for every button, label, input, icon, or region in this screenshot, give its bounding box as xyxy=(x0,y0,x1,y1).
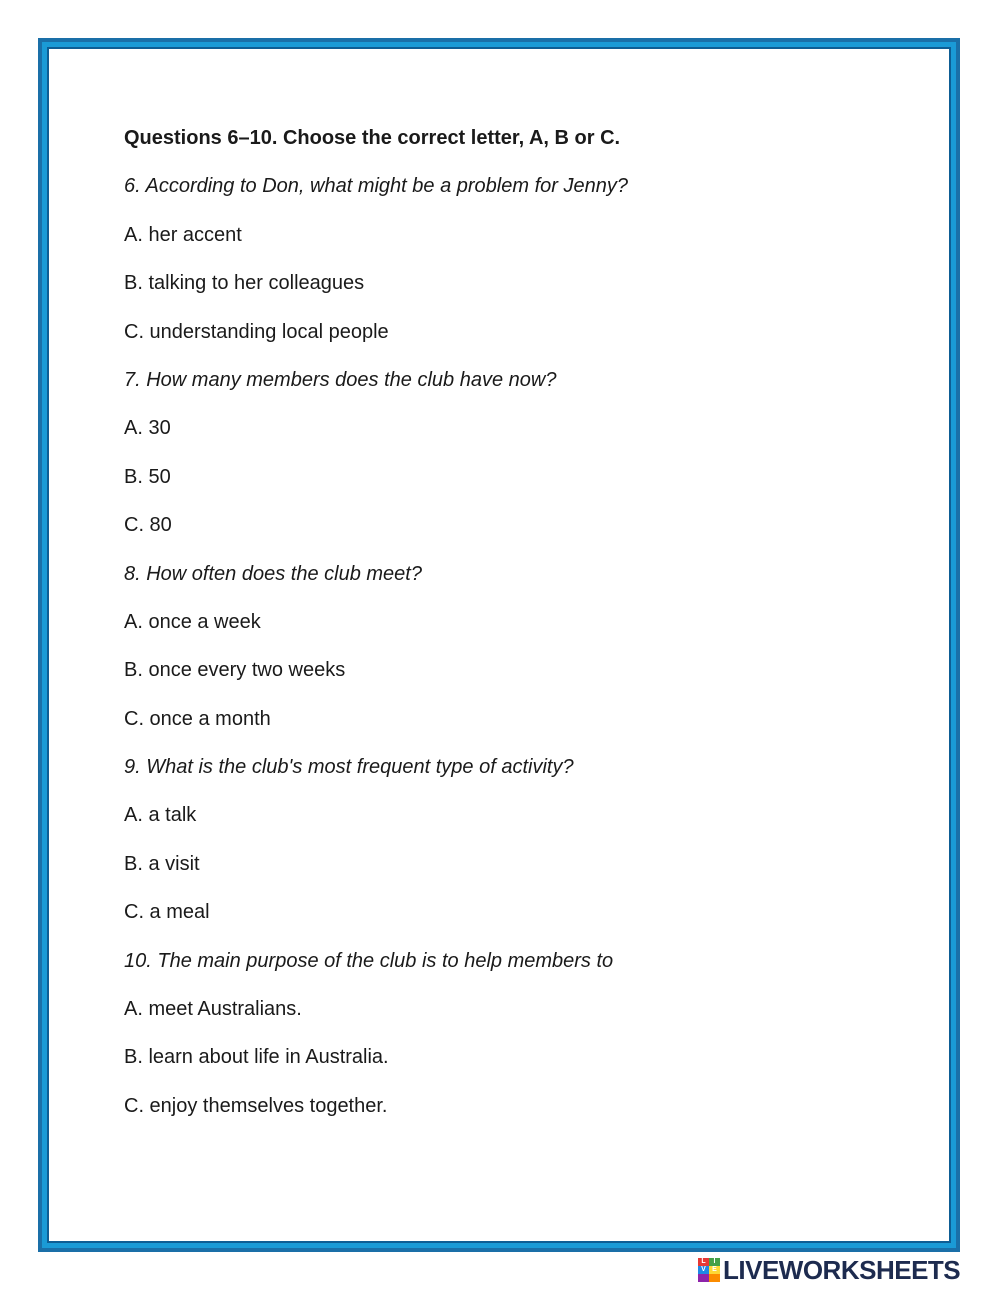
page-frame xyxy=(38,38,960,1252)
section-heading: Questions 6–10. Choose the correct letter, A, B or C. xyxy=(124,127,621,149)
answer-option: A. her accent xyxy=(124,223,242,246)
answer-option: C. understanding local people xyxy=(124,320,389,343)
answer-option: B. talking to her colleagues xyxy=(124,272,365,295)
answer-option: C. 80 xyxy=(124,514,172,537)
logo-blocks-icon xyxy=(698,1258,720,1282)
answer-option: B. a visit xyxy=(124,852,200,875)
answer-option: B. 50 xyxy=(124,465,171,488)
logo-block xyxy=(698,1274,709,1282)
logo-block xyxy=(709,1274,720,1282)
logo-block: E xyxy=(709,1266,720,1274)
question-text: 7. How many members does the club have now? xyxy=(124,368,557,391)
answer-option: A. 30 xyxy=(124,417,171,440)
logo-block: L xyxy=(698,1258,709,1266)
question-text: 6. According to Don, what might be a problem for Jenny? xyxy=(124,175,628,198)
answer-option: C. enjoy themselves together. xyxy=(124,1094,388,1117)
answer-option: B. learn about life in Australia. xyxy=(124,1046,389,1069)
answer-option: A. meet Australians. xyxy=(124,998,302,1021)
liveworksheets-logo xyxy=(698,1257,960,1283)
answer-option: C. once a month xyxy=(124,707,271,730)
logo-block: I xyxy=(709,1258,720,1266)
worksheet-page xyxy=(47,47,951,1243)
answer-option: A. once a week xyxy=(124,610,261,633)
logo-text: LIVEWORKSHEETS xyxy=(723,1255,961,1285)
answer-option: C. a meal xyxy=(124,901,210,924)
question-text: 8. How often does the club meet? xyxy=(124,562,422,585)
question-text: 9. What is the club's most frequent type of activity? xyxy=(124,756,574,779)
worksheet-content xyxy=(124,124,884,1140)
answer-option: A. a talk xyxy=(124,804,197,827)
logo-block: V xyxy=(698,1266,709,1274)
question-text: 10. The main purpose of the club is to help members to xyxy=(124,949,614,972)
question-list xyxy=(124,172,884,1140)
answer-option: B. once every two weeks xyxy=(124,659,346,682)
